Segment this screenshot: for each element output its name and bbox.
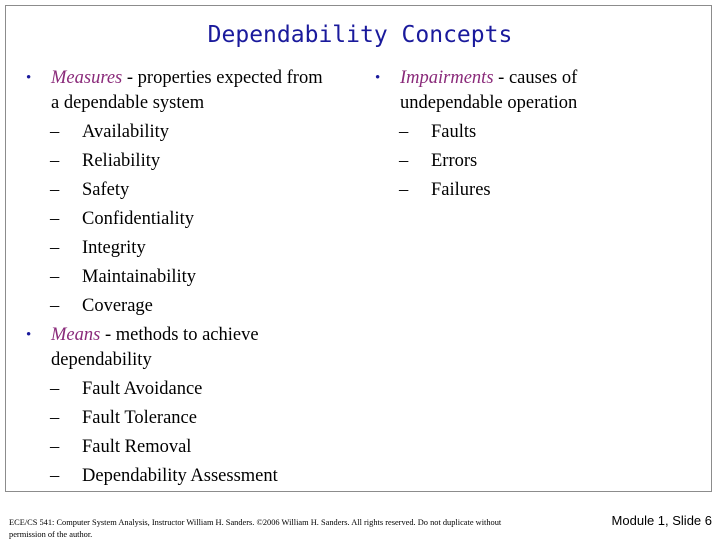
means-term: Means [51, 325, 101, 345]
list-item-label: Fault Removal [82, 437, 192, 457]
list-item [375, 147, 675, 176]
dash-icon: – [50, 466, 60, 486]
list-item [26, 292, 366, 321]
list-item-label: Errors [431, 151, 478, 171]
list-item-label: Integrity [82, 238, 146, 258]
list-item [26, 147, 366, 176]
impairments-bullet [375, 64, 675, 118]
measures-desc-line1: - properties expected from [122, 68, 323, 88]
list-item-label: Safety [82, 180, 130, 200]
impairments-heading [400, 64, 675, 118]
list-item-label: Dependability Assessment [82, 466, 278, 486]
dash-icon: – [399, 122, 409, 142]
measures-list [26, 118, 366, 321]
dash-icon: – [50, 238, 60, 258]
dash-icon: – [50, 379, 60, 399]
dash-icon: – [50, 267, 60, 287]
list-item [375, 118, 675, 147]
bullet-icon: • [26, 327, 32, 343]
copyright-line1: ECE/CS 541: Computer System Analysis, Instructor William H. Sanders. ©2006 William H. Sanders. All rights reserved. Do not duplicate without [9, 518, 502, 527]
impairments-desc-line2: undependable operation [400, 93, 578, 113]
slide-title: Dependability Concepts [207, 22, 513, 48]
impairments-term: Impairments [400, 68, 494, 88]
list-item-label: Confidentiality [82, 209, 195, 229]
list-item [26, 176, 366, 205]
impairments-desc-line1: - causes of [493, 68, 578, 88]
bullet-icon: • [375, 70, 381, 86]
means-heading [51, 321, 366, 375]
list-item [26, 433, 366, 462]
list-item [26, 263, 366, 292]
list-item [26, 205, 366, 234]
list-item-label: Fault Avoidance [82, 379, 203, 399]
right-column [375, 64, 675, 205]
means-list [26, 375, 366, 491]
list-item [26, 118, 366, 147]
list-item-label: Availability [82, 122, 169, 142]
impairments-list [375, 118, 675, 205]
dash-icon: – [399, 180, 409, 200]
dash-icon: – [399, 151, 409, 171]
means-desc-line1: - methods to achieve [100, 325, 259, 345]
dash-icon: – [50, 122, 60, 142]
measures-desc-line2: a dependable system [51, 93, 205, 113]
dash-icon: – [50, 437, 60, 457]
bullet-icon: • [26, 70, 32, 86]
copyright-line2: permission of the author. [9, 530, 93, 539]
slide-number: Module 1, Slide 6 [611, 513, 712, 528]
list-item [26, 234, 366, 263]
list-item-label: Fault Tolerance [82, 408, 197, 428]
list-item [26, 404, 366, 433]
dash-icon: – [50, 408, 60, 428]
list-item-label: Faults [431, 122, 477, 142]
list-item [375, 176, 675, 205]
means-desc-line2: dependability [51, 350, 152, 370]
measures-heading [51, 64, 366, 118]
dash-icon: – [50, 180, 60, 200]
dash-icon: – [50, 151, 60, 171]
dash-icon: – [50, 296, 60, 316]
list-item-label: Maintainability [82, 267, 197, 287]
means-bullet [26, 321, 366, 375]
measures-bullet [26, 64, 366, 118]
measures-term: Measures [51, 68, 123, 88]
list-item [26, 375, 366, 404]
left-column [26, 64, 366, 491]
list-item [26, 462, 366, 491]
list-item-label: Coverage [82, 296, 153, 316]
dash-icon: – [50, 209, 60, 229]
list-item-label: Reliability [82, 151, 161, 171]
copyright-footer [9, 517, 569, 541]
list-item-label: Failures [431, 180, 491, 200]
